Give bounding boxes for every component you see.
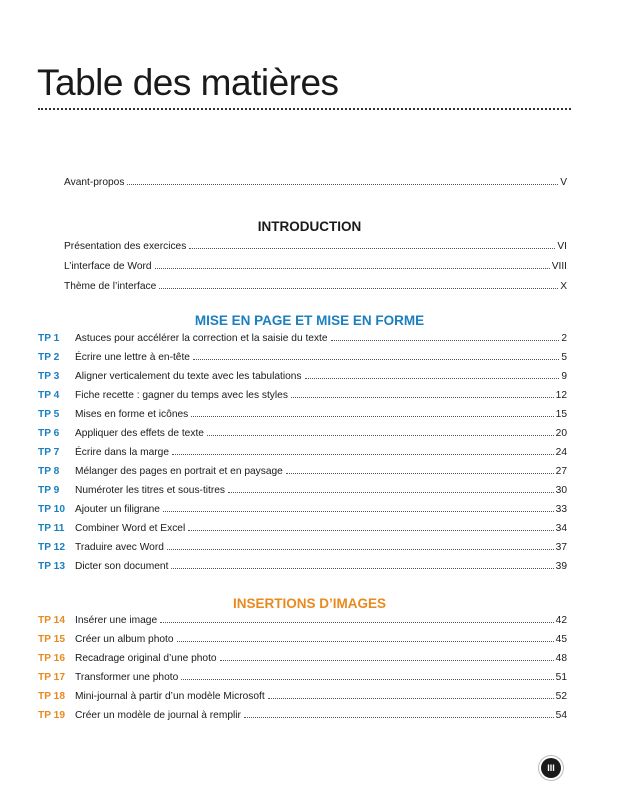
- dot-leader: [127, 184, 558, 185]
- toc-entry-page: X: [560, 281, 567, 292]
- toc-entry-page: 51: [555, 672, 567, 683]
- toc-entry-page: 54: [555, 710, 567, 721]
- toc-entry-page: 30: [555, 485, 567, 496]
- toc-entry[interactable]: [38, 465, 567, 479]
- toc-entry-label: Mises en forme et icônes: [75, 409, 189, 420]
- toc-entry[interactable]: [38, 690, 567, 704]
- tp-number: TP 6: [38, 428, 60, 439]
- tp-number: TP 15: [38, 634, 65, 645]
- tp-number: TP 4: [38, 390, 60, 401]
- toc-entry-label: Créer un modèle de journal à remplir: [75, 710, 241, 721]
- toc-entry-label: Ajouter un filigrane: [75, 504, 160, 515]
- toc-entry-label: Transformer une photo: [75, 672, 179, 683]
- toc-entry-label: Aligner verticalement du texte avec les tabulations: [75, 371, 302, 382]
- tp-number: TP 8: [38, 466, 60, 477]
- toc-entry-page: 48: [555, 653, 567, 664]
- toc-entry[interactable]: [38, 446, 567, 460]
- toc-entry[interactable]: [38, 614, 567, 628]
- toc-entry[interactable]: [38, 351, 567, 365]
- toc-entry[interactable]: [38, 541, 567, 555]
- dot-leader: [181, 679, 553, 680]
- toc-entry[interactable]: [38, 389, 567, 403]
- toc-entry-page: 9: [561, 371, 567, 382]
- section-heading-introduction: INTRODUCTION: [257, 219, 362, 234]
- dot-leader: [159, 288, 558, 289]
- toc-entry-label: Présentation des exercices: [64, 241, 187, 252]
- toc-entry[interactable]: [38, 408, 567, 422]
- toc-entry-label: Thème de l’interface: [64, 281, 157, 292]
- page-title: Table des matières: [37, 62, 339, 103]
- toc-entry-label: Avant-propos: [64, 177, 125, 188]
- toc-entry-page: 20: [555, 428, 567, 439]
- dot-leader: [167, 549, 554, 550]
- toc-entry-page: 33: [555, 504, 567, 515]
- toc-entry-page: 39: [555, 561, 567, 572]
- toc-entry-label: Écrire une lettre à en-tête: [75, 352, 190, 363]
- toc-entry-page: VI: [557, 241, 567, 252]
- tp-number: TP 5: [38, 409, 60, 420]
- section-heading-insertions: INSERTIONS D’IMAGES: [232, 596, 386, 611]
- toc-entry-label: Appliquer des effets de texte: [75, 428, 204, 439]
- toc-entry[interactable]: [38, 370, 567, 384]
- dot-leader: [172, 454, 554, 455]
- toc-entry-label: Écrire dans la marge: [75, 447, 169, 458]
- dot-leader: [171, 568, 553, 569]
- tp-number: TP 17: [38, 672, 65, 683]
- toc-entry[interactable]: [38, 671, 567, 685]
- dot-leader: [286, 473, 554, 474]
- toc-entry-label: Numéroter les titres et sous-titres: [75, 485, 226, 496]
- toc-entry-label: Dicter son document: [75, 561, 169, 572]
- toc-entry-label: Astuces pour accélérer la correction et la saisie du texte: [75, 333, 328, 344]
- dot-leader: [160, 622, 554, 623]
- toc-entry[interactable]: [38, 427, 567, 441]
- dot-leader: [291, 397, 554, 398]
- toc-entry[interactable]: [38, 332, 567, 346]
- toc-entry-page: 34: [555, 523, 567, 534]
- toc-entry-page: 2: [561, 333, 567, 344]
- title-dotted-rule: [38, 108, 571, 110]
- tp-number: TP 1: [38, 333, 60, 344]
- toc-entry-label: Combiner Word et Excel: [75, 523, 186, 534]
- toc-entry-label: Fiche recette : gagner du temps avec les styles: [75, 390, 288, 401]
- tp-number: TP 18: [38, 691, 65, 702]
- dot-leader: [228, 492, 554, 493]
- dot-leader: [191, 416, 553, 417]
- toc-entry[interactable]: [64, 240, 567, 254]
- section-heading-mise-en-page: MISE EN PAGE ET MISE EN FORME: [194, 313, 425, 328]
- tp-number: TP 11: [38, 523, 65, 534]
- toc-entry-page: 42: [555, 615, 567, 626]
- dot-leader: [305, 378, 560, 379]
- toc-entry-page: 27: [555, 466, 567, 477]
- toc-entry[interactable]: [38, 484, 567, 498]
- tp-number: TP 3: [38, 371, 60, 382]
- tp-number: TP 19: [38, 710, 65, 721]
- tp-number: TP 9: [38, 485, 60, 496]
- toc-entry-label: Créer un album photo: [75, 634, 174, 645]
- dot-leader: [163, 511, 554, 512]
- tp-number: TP 12: [38, 542, 65, 553]
- toc-entry[interactable]: [38, 652, 567, 666]
- toc-entry-page: 45: [555, 634, 567, 645]
- dot-leader: [268, 698, 554, 699]
- dot-leader: [189, 248, 555, 249]
- page-number-badge: III: [541, 758, 561, 778]
- toc-entry[interactable]: [64, 260, 567, 274]
- tp-number: TP 10: [38, 504, 65, 515]
- toc-entry-page: 5: [561, 352, 567, 363]
- toc-entry-label: Mélanger des pages en portrait et en paysage: [75, 466, 283, 477]
- tp-number: TP 2: [38, 352, 60, 363]
- toc-entry[interactable]: [38, 503, 567, 517]
- toc-entry[interactable]: [38, 709, 567, 723]
- toc-entry[interactable]: [64, 280, 567, 294]
- toc-entry-page: 37: [555, 542, 567, 553]
- toc-entry-page: VIII: [551, 261, 567, 272]
- toc-entry-label: Mini-journal à partir d’un modèle Microsoft: [75, 691, 265, 702]
- toc-entry-page: 15: [555, 409, 567, 420]
- tp-number: TP 7: [38, 447, 60, 458]
- tp-number: TP 13: [38, 561, 65, 572]
- dot-leader: [220, 660, 554, 661]
- toc-entry-label: Insérer une image: [75, 615, 158, 626]
- dot-leader: [188, 530, 553, 531]
- dot-leader: [193, 359, 559, 360]
- dot-leader: [244, 717, 554, 718]
- toc-entry-label: Recadrage original d’une photo: [75, 653, 217, 664]
- dot-leader: [331, 340, 560, 341]
- toc-entry[interactable]: [38, 560, 567, 574]
- toc-entry[interactable]: [38, 522, 567, 536]
- toc-entry-page: V: [560, 177, 567, 188]
- tp-number: TP 14: [38, 615, 65, 626]
- toc-entry-label: L’interface de Word: [64, 261, 152, 272]
- toc-entry[interactable]: [64, 176, 567, 190]
- dot-leader: [207, 435, 554, 436]
- toc-entry-page: 12: [555, 390, 567, 401]
- tp-number: TP 16: [38, 653, 65, 664]
- toc-entry[interactable]: [38, 633, 567, 647]
- toc-entry-label: Traduire avec Word: [75, 542, 164, 553]
- toc-entry-page: 52: [555, 691, 567, 702]
- dot-leader: [155, 268, 550, 269]
- dot-leader: [177, 641, 554, 642]
- toc-entry-page: 24: [555, 447, 567, 458]
